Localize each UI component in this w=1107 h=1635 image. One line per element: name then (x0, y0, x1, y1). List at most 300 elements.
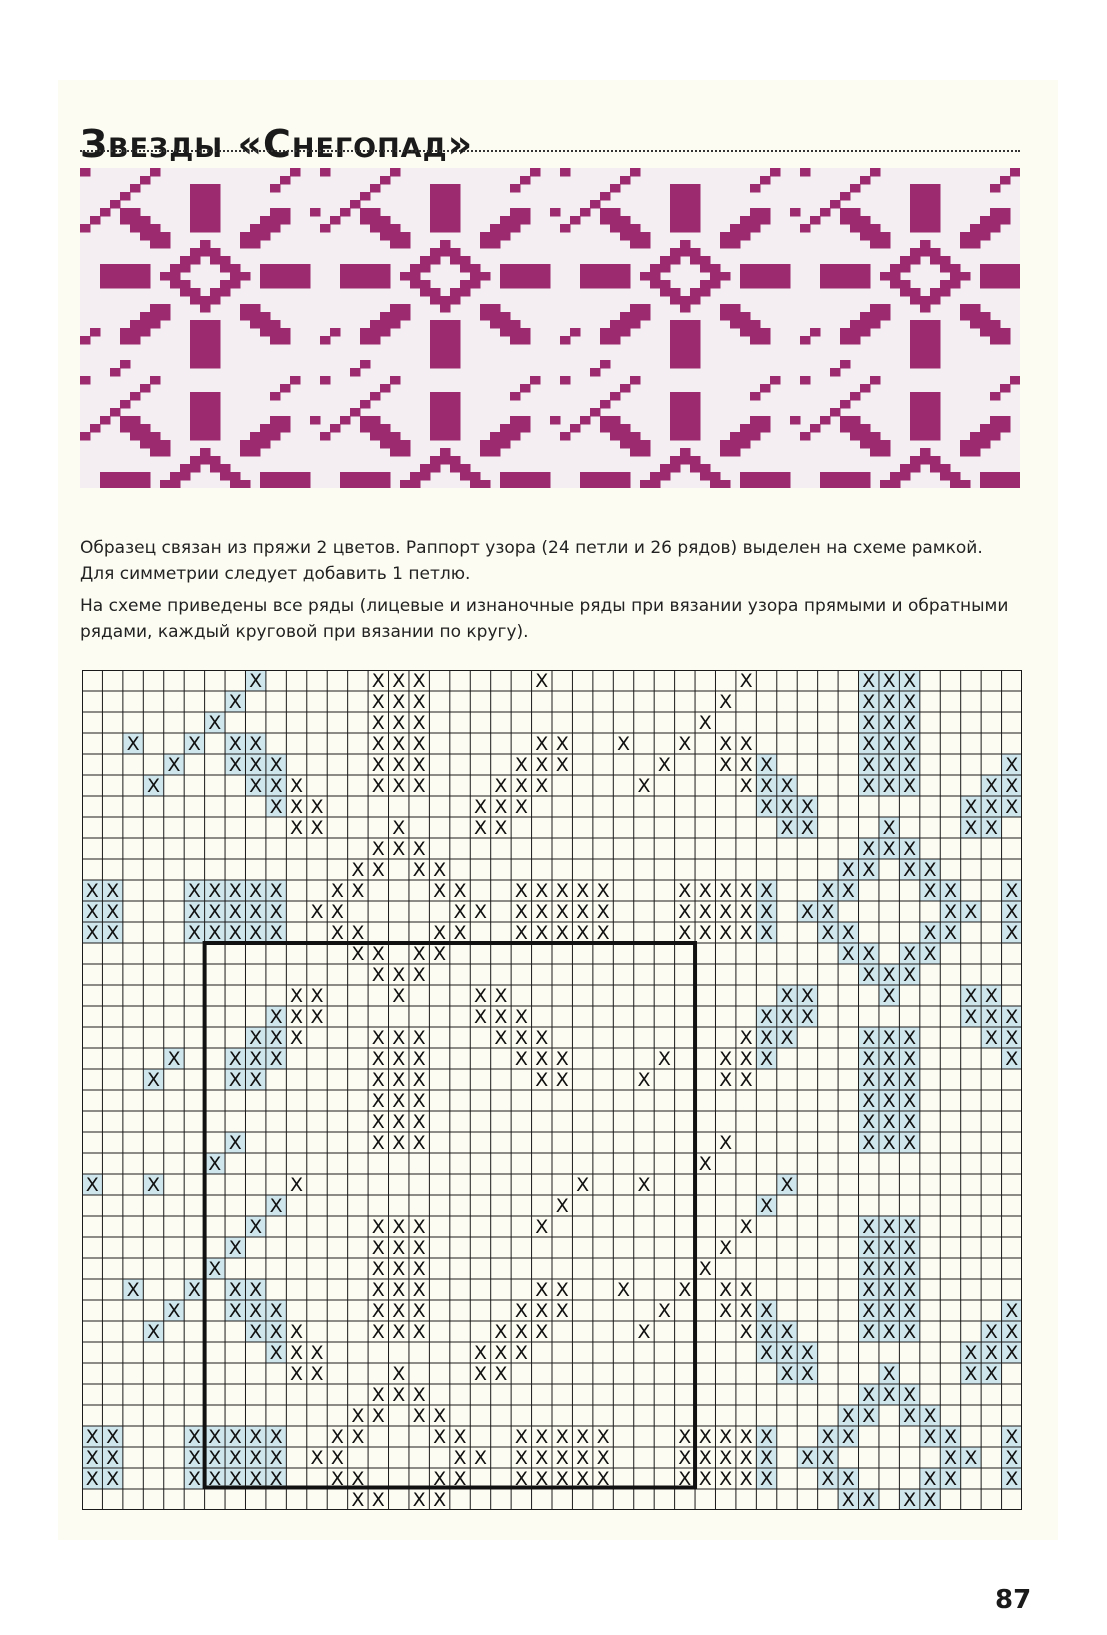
knit-stitch (910, 400, 921, 409)
knit-stitch (140, 232, 151, 241)
knit-stitch (920, 304, 931, 313)
knit-stitch (930, 424, 941, 433)
knit-stitch (510, 480, 521, 488)
knit-stitch (620, 280, 631, 289)
knit-stitch (200, 392, 211, 401)
knit-stitch (690, 328, 701, 337)
stitch-x-mark: X (760, 901, 774, 924)
knit-stitch (920, 432, 931, 441)
knit-stitch (850, 320, 861, 329)
knit-stitch (400, 480, 411, 488)
knit-stitch (450, 192, 461, 201)
knit-stitch (850, 272, 861, 281)
knit-stitch (140, 272, 151, 281)
knit-stitch (860, 440, 871, 449)
stitch-x-mark: X (514, 1048, 528, 1071)
knit-stitch (990, 432, 1001, 441)
knit-stitch (920, 352, 931, 361)
knit-stitch (890, 472, 901, 481)
knit-stitch (200, 456, 211, 465)
knit-stitch (290, 280, 301, 289)
knit-stitch (690, 416, 701, 425)
knit-stitch (850, 224, 861, 233)
knit-stitch (340, 472, 351, 481)
knit-stitch (980, 312, 991, 321)
knit-stitch (190, 320, 201, 329)
knit-stitch (450, 288, 461, 297)
knit-stitch (370, 216, 381, 225)
knit-stitch (590, 280, 601, 289)
knit-stitch (980, 216, 991, 225)
knit-stitch (450, 456, 461, 465)
knit-stitch (470, 472, 481, 481)
knit-stitch (920, 400, 931, 409)
stitch-x-mark: X (85, 1174, 99, 1197)
knit-stitch (300, 264, 311, 273)
stitch-x-mark: X (719, 901, 733, 924)
stitch-x-mark: X (249, 1468, 263, 1491)
knit-stitch (910, 208, 921, 217)
knit-stitch (500, 432, 511, 441)
stitch-x-mark: X (882, 754, 896, 777)
stitch-x-mark: X (535, 1447, 549, 1470)
knit-stitch (960, 440, 971, 449)
knit-stitch (240, 240, 251, 249)
knit-stitch (840, 192, 851, 201)
page-title: Звезды «Снегопад» (80, 122, 474, 167)
stitch-x-mark: X (862, 691, 876, 714)
knit-stitch (360, 208, 371, 217)
knit-stitch (1000, 472, 1011, 481)
knit-stitch (130, 184, 141, 193)
knit-stitch (140, 424, 151, 433)
knit-stitch (360, 280, 371, 289)
knit-stitch (680, 304, 691, 313)
stitch-x-mark: X (535, 1468, 549, 1491)
knit-stitch (500, 440, 511, 449)
knit-stitch (910, 360, 921, 369)
knit-stitch (710, 272, 721, 281)
knit-stitch (200, 416, 211, 425)
knit-stitch (530, 168, 541, 177)
stitch-x-mark: X (514, 1447, 528, 1470)
knit-stitch (540, 280, 551, 289)
stitch-x-mark: X (984, 775, 998, 798)
stitch-x-mark: X (514, 796, 528, 819)
stitch-x-mark: X (228, 733, 242, 756)
knit-stitch (620, 176, 631, 185)
knit-stitch (580, 480, 591, 488)
knit-stitch (680, 192, 691, 201)
stitch-x-mark: X (964, 1447, 978, 1470)
knit-stitch (120, 264, 131, 273)
knit-stitch (260, 272, 271, 281)
knit-stitch (490, 320, 501, 329)
knit-stitch (290, 472, 301, 481)
knit-stitch (380, 432, 391, 441)
stitch-x-mark: X (371, 1321, 385, 1344)
stitch-x-mark: X (841, 1489, 855, 1510)
stitch-x-mark: X (249, 1426, 263, 1449)
knit-stitch (920, 336, 931, 345)
knit-stitch (190, 432, 201, 441)
stitch-x-mark: X (739, 754, 753, 777)
stitch-x-mark: X (719, 1048, 733, 1071)
stitch-x-mark: X (535, 1426, 549, 1449)
stitch-x-mark: X (371, 1258, 385, 1281)
knit-stitch (980, 280, 991, 289)
knit-stitch (380, 480, 391, 488)
stitch-x-mark: X (780, 1174, 794, 1197)
stitch-x-mark: X (330, 922, 344, 945)
knit-stitch (160, 480, 171, 488)
stitch-x-mark: X (371, 1405, 385, 1428)
stitch-x-mark: X (249, 880, 263, 903)
knit-stitch (620, 224, 631, 233)
knit-stitch (200, 336, 211, 345)
knit-stitch (300, 472, 311, 481)
knit-stitch (540, 272, 551, 281)
stitch-x-mark: X (882, 817, 896, 840)
stitch-x-mark: X (739, 1447, 753, 1470)
stitch-x-mark: X (412, 1300, 426, 1323)
knit-stitch (910, 200, 921, 209)
stitch-x-mark: X (106, 880, 120, 903)
stitch-x-mark: X (412, 838, 426, 861)
knit-stitch (670, 464, 681, 473)
knit-stitch (180, 264, 191, 273)
stitch-x-mark: X (269, 754, 283, 777)
knit-stitch (990, 280, 1001, 289)
knit-stitch (620, 328, 631, 337)
knit-stitch (670, 336, 681, 345)
knit-stitch (290, 376, 301, 385)
knit-stitch (140, 320, 151, 329)
knit-stitch (280, 216, 291, 225)
stitch-x-mark: X (371, 1300, 385, 1323)
knit-stitch (710, 280, 721, 289)
knit-stitch (670, 432, 681, 441)
stitch-x-mark: X (249, 754, 263, 777)
knit-stitch (910, 352, 921, 361)
knit-stitch (140, 224, 151, 233)
knit-stitch (740, 312, 751, 321)
knit-stitch (910, 192, 921, 201)
stitch-x-mark: X (984, 985, 998, 1008)
knit-stitch (750, 216, 761, 225)
knit-stitch (860, 384, 871, 393)
knit-stitch (820, 264, 831, 273)
knit-stitch (950, 264, 961, 273)
knit-stitch (920, 328, 931, 337)
knit-stitch (990, 336, 1001, 345)
knit-stitch (610, 480, 621, 488)
knit-stitch (280, 176, 291, 185)
knit-stitch (390, 376, 401, 385)
stitch-x-mark: X (943, 880, 957, 903)
knit-stitch (220, 256, 231, 265)
knit-stitch (750, 336, 761, 345)
stitch-x-mark: X (1005, 796, 1019, 819)
knit-stitch (820, 272, 831, 281)
stitch-x-mark: X (371, 859, 385, 882)
knit-stitch (290, 168, 301, 177)
knit-stitch (100, 472, 111, 481)
knit-stitch (130, 264, 141, 273)
knit-stitch (490, 448, 501, 457)
knit-stitch (410, 280, 421, 289)
knit-stitch (260, 472, 271, 481)
knit-stitch (160, 272, 171, 281)
knit-stitch (430, 344, 441, 353)
knit-stitch (670, 320, 681, 329)
stitch-x-mark: X (719, 1132, 733, 1155)
knit-stitch (540, 480, 551, 488)
stitch-x-mark: X (269, 1426, 283, 1449)
stitch-x-mark: X (249, 1321, 263, 1344)
knit-stitch (360, 216, 371, 225)
knit-stitch (670, 192, 681, 201)
stitch-x-mark: X (821, 1468, 835, 1491)
knit-stitch (370, 184, 381, 193)
stitch-x-mark: X (882, 1027, 896, 1050)
stitch-x-mark: X (249, 1447, 263, 1470)
knit-stitch (800, 168, 811, 177)
stitch-x-mark: X (719, 691, 733, 714)
knit-stitch (130, 392, 141, 401)
knit-stitch (200, 184, 211, 193)
knit-stitch (680, 424, 691, 433)
knit-stitch (190, 400, 201, 409)
stitch-x-mark: X (514, 1321, 528, 1344)
knit-stitch (340, 272, 351, 281)
stitch-x-mark: X (555, 1195, 569, 1218)
stitch-x-mark: X (923, 880, 937, 903)
knit-stitch (670, 224, 681, 233)
knit-stitch (670, 216, 681, 225)
knit-stitch (990, 328, 1001, 337)
knit-stitch (260, 432, 271, 441)
knit-stitch (660, 256, 671, 265)
knit-stitch (1010, 472, 1020, 481)
stitch-x-mark: X (821, 880, 835, 903)
knit-stitch (290, 264, 301, 273)
knit-stitch (480, 240, 491, 249)
stitch-x-mark: X (1005, 922, 1019, 945)
stitch-x-mark: X (473, 1447, 487, 1470)
knit-stitch (810, 424, 821, 433)
knit-stitch (660, 464, 671, 473)
stitch-x-mark: X (269, 775, 283, 798)
stitch-x-mark: X (760, 1195, 774, 1218)
stitch-x-mark: X (453, 880, 467, 903)
stitch-x-mark: X (351, 1405, 365, 1428)
knit-stitch (430, 224, 441, 233)
stitch-x-mark: X (535, 670, 549, 693)
stitch-x-mark: X (392, 964, 406, 987)
knit-stitch (210, 296, 221, 305)
knit-stitch (910, 336, 921, 345)
stitch-x-mark: X (903, 1405, 917, 1428)
knit-stitch (1000, 328, 1011, 337)
knit-stitch (380, 216, 391, 225)
knit-stitch (260, 216, 271, 225)
stitch-x-mark: X (555, 1279, 569, 1302)
stitch-x-mark: X (555, 1468, 569, 1491)
knit-stitch (970, 224, 981, 233)
stitch-x-mark: X (412, 712, 426, 735)
stitch-x-mark: X (371, 1048, 385, 1071)
knit-stitch (670, 344, 681, 353)
stitch-x-mark: X (760, 1468, 774, 1491)
knit-stitch (750, 328, 761, 337)
knit-stitch (450, 432, 461, 441)
knit-stitch (980, 224, 991, 233)
stitch-x-mark: X (106, 1468, 120, 1491)
knit-stitch (960, 304, 971, 313)
knit-stitch (810, 216, 821, 225)
stitch-x-mark: X (371, 1237, 385, 1260)
knit-stitch (270, 264, 281, 273)
knit-stitch (360, 480, 371, 488)
stitch-x-mark: X (535, 1321, 549, 1344)
knit-stitch (250, 240, 261, 249)
stitch-x-mark: X (923, 922, 937, 945)
stitch-x-mark: X (760, 1027, 774, 1050)
knit-stitch (210, 360, 221, 369)
stitch-x-mark: X (310, 817, 324, 840)
stitch-x-mark: X (494, 817, 508, 840)
knit-stitch (930, 464, 941, 473)
stitch-x-mark: X (228, 1426, 242, 1449)
stitch-x-mark: X (535, 1300, 549, 1323)
knit-stitch (510, 208, 521, 217)
knit-stitch (480, 480, 491, 488)
stitch-x-mark: X (392, 1132, 406, 1155)
stitch-x-mark: X (514, 880, 528, 903)
stitch-x-mark: X (290, 1006, 304, 1029)
knit-stitch (130, 336, 141, 345)
stitch-x-mark: X (392, 1237, 406, 1260)
stitch-x-mark: X (392, 1258, 406, 1281)
stitch-x-mark: X (719, 880, 733, 903)
knit-stitch (560, 168, 571, 177)
knit-stitch (730, 312, 741, 321)
knit-stitch (500, 216, 511, 225)
knit-stitch (220, 472, 231, 481)
knit-stitch (390, 304, 401, 313)
knit-stitch (630, 440, 641, 449)
knit-stitch (420, 288, 431, 297)
stitch-x-mark: X (984, 796, 998, 819)
stitch-x-mark: X (576, 1174, 590, 1197)
knit-stitch (440, 240, 451, 249)
stitch-x-mark: X (903, 691, 917, 714)
stitch-x-mark: X (514, 1342, 528, 1365)
knit-stitch (230, 280, 241, 289)
knit-stitch (580, 472, 591, 481)
knit-stitch (920, 456, 931, 465)
knit-stitch (950, 272, 961, 281)
knit-stitch (270, 216, 281, 225)
knit-stitch (920, 240, 931, 249)
knit-stitch (140, 432, 151, 441)
stitch-x-mark: X (780, 985, 794, 1008)
knit-stitch (690, 432, 701, 441)
knit-stitch (410, 480, 421, 488)
knit-stitch (450, 320, 461, 329)
knit-stitch (330, 424, 341, 433)
knit-stitch (180, 472, 191, 481)
knit-stitch (850, 328, 861, 337)
knit-stitch (690, 192, 701, 201)
stitch-x-mark: X (249, 901, 263, 924)
stitch-x-mark: X (249, 1300, 263, 1323)
knit-stitch (690, 400, 701, 409)
knit-stitch (390, 432, 401, 441)
stitch-x-mark: X (903, 859, 917, 882)
knit-stitch (510, 392, 521, 401)
knit-stitch (680, 392, 691, 401)
stitch-x-mark: X (862, 1069, 876, 1092)
knit-stitch (620, 216, 631, 225)
stitch-x-mark: X (392, 1279, 406, 1302)
knit-stitch (740, 272, 751, 281)
knit-stitch (700, 264, 711, 273)
knit-stitch (680, 296, 691, 305)
knit-stitch (920, 424, 931, 433)
knit-stitch (600, 264, 611, 273)
knit-stitch (210, 248, 221, 257)
knit-stitch (970, 312, 981, 321)
knit-stitch (730, 304, 741, 313)
knit-stitch (200, 296, 211, 305)
stitch-x-mark: X (841, 943, 855, 966)
chart-grid-lines (82, 670, 1022, 1510)
knit-stitch (940, 472, 951, 481)
knit-stitch (630, 168, 641, 177)
knit-stitch (740, 432, 751, 441)
knit-stitch (190, 192, 201, 201)
knit-stitch (430, 456, 441, 465)
knitted-sample-photo (80, 168, 1020, 488)
knit-stitch (600, 424, 611, 433)
knit-stitch (1000, 384, 1011, 393)
stitch-x-mark: X (494, 775, 508, 798)
knit-stitch (240, 448, 251, 457)
knit-stitch (190, 296, 201, 305)
stitch-x-mark: X (903, 1069, 917, 1092)
stitch-x-mark: X (719, 1237, 733, 1260)
stitch-x-mark: X (841, 1468, 855, 1491)
knit-stitch (760, 416, 771, 425)
stitch-x-mark: X (371, 1489, 385, 1510)
knit-stitch (670, 416, 681, 425)
stitch-x-mark: X (739, 1468, 753, 1491)
stitch-x-mark: X (841, 1426, 855, 1449)
stitch-x-mark: X (657, 754, 671, 777)
stitch-x-mark: X (310, 985, 324, 1008)
knit-stitch (510, 336, 521, 345)
knit-stitch (450, 360, 461, 369)
knit-stitch (1000, 280, 1011, 289)
knit-stitch (980, 272, 991, 281)
knit-stitch (580, 272, 591, 281)
stitch-x-mark: X (330, 1426, 344, 1449)
knit-stitch (690, 424, 701, 433)
knit-stitch (680, 320, 691, 329)
knit-stitch (860, 272, 871, 281)
